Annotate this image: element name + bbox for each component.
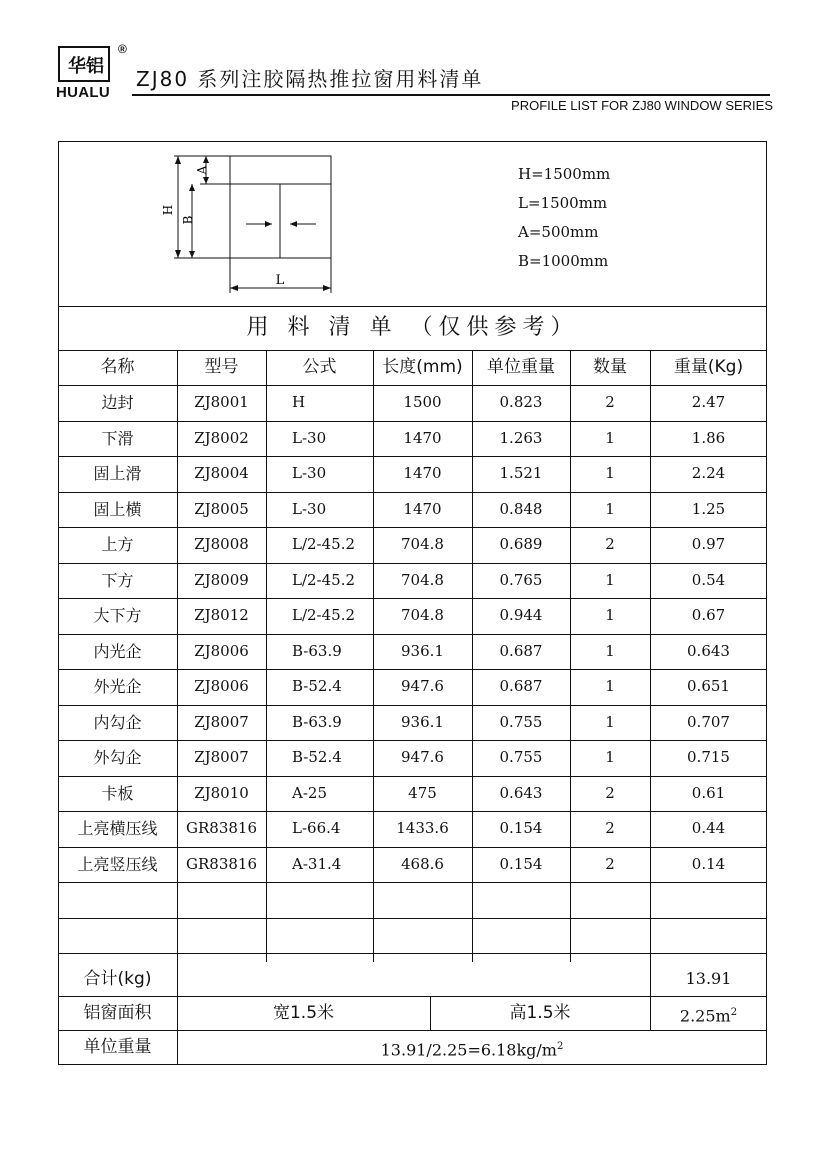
table-cell: ZJ8006	[194, 641, 249, 660]
table-cell: 1	[605, 748, 615, 766]
table-cell: 0.848	[499, 499, 543, 518]
table-cell: 0.67	[691, 606, 726, 624]
table-cell: 2.24	[691, 464, 726, 482]
dimension-l: L=1500mm	[518, 194, 608, 212]
table-cell: 1	[605, 712, 615, 731]
document-subtitle: PROFILE LIST FOR ZJ80 WINDOW SERIES	[511, 98, 773, 113]
table-cell: 0.823	[499, 393, 543, 411]
table-cell: 0.755	[499, 712, 543, 731]
table-cell: 1	[605, 641, 615, 660]
dimension-b: B=1000mm	[518, 252, 609, 270]
table-cell: 0.765	[499, 570, 543, 589]
table-cell: 内光企	[93, 641, 142, 661]
table-cell: 大下方	[93, 606, 142, 625]
table-cell: H	[292, 393, 306, 411]
table-cell: ZJ8005	[194, 499, 249, 518]
unit-weight-label: 单位重量	[83, 1037, 152, 1057]
area-value-sup: 2	[730, 1007, 738, 1018]
table-cell: 外光企	[93, 677, 142, 696]
area-value	[650, 996, 767, 1033]
table-cell: 1	[605, 499, 615, 518]
table-cell: 下方	[101, 570, 134, 590]
table-cell: 上方	[101, 535, 134, 554]
table-cell: B-63.9	[292, 641, 342, 660]
area-width: 宽1.5米	[272, 1003, 335, 1023]
table-cell: 1.263	[499, 428, 543, 447]
column-header: 数量	[593, 357, 627, 377]
table-cell: 0.651	[687, 677, 730, 695]
table-cell: 1470	[403, 428, 442, 447]
table-cell: 0.687	[499, 641, 543, 660]
table-cell: ZJ8012	[194, 606, 249, 624]
table-cell: ZJ8002	[194, 428, 249, 447]
table-cell: L-30	[292, 428, 327, 447]
table-cell: 704.8	[401, 606, 444, 624]
table-cell: L-30	[292, 464, 327, 482]
table-cell: 1433.6	[396, 819, 449, 837]
table-cell: 0.61	[691, 783, 726, 802]
label-a: A	[195, 165, 209, 175]
table-cell: GR83816	[186, 854, 257, 873]
table-cell: 0.707	[687, 712, 730, 731]
table-cell: 上亮竖压线	[77, 854, 158, 874]
table-cell: 947.6	[401, 677, 444, 695]
grid-hline	[58, 953, 767, 954]
table-cell: 0.689	[499, 535, 543, 553]
grid-hline	[58, 918, 767, 919]
table-cell: 1470	[403, 499, 442, 518]
table-cell: 1	[605, 606, 615, 624]
window-diagram	[150, 148, 350, 298]
table-cell: 0.715	[687, 748, 730, 766]
table-cell: 2	[605, 393, 615, 411]
table-cell: 0.97	[691, 535, 726, 553]
table-cell: ZJ8001	[194, 393, 249, 411]
area-label: 铝窗面积	[83, 1003, 152, 1023]
table-cell: ZJ8009	[194, 570, 249, 589]
table-cell: 947.6	[401, 748, 444, 766]
header-rule	[132, 94, 770, 96]
table-cell: 0.44	[691, 819, 726, 837]
table-cell: 2	[605, 783, 615, 802]
table-cell: 1	[605, 570, 615, 589]
logo-chinese-text: 华铝	[68, 56, 104, 77]
table-cell: 固上横	[93, 499, 142, 519]
column-header: 单位重量	[487, 357, 555, 377]
column-header: 名称	[100, 357, 135, 377]
area-height: 高1.5米	[509, 1003, 571, 1023]
table-cell: 2.47	[691, 393, 726, 411]
table-cell: 936.1	[401, 641, 444, 660]
table-cell: 0.154	[499, 854, 543, 873]
table-cell: ZJ8010	[194, 783, 249, 802]
label-l: L	[275, 273, 285, 288]
column-header: 长度(mm)	[382, 357, 463, 377]
logo-english-text: HUALU	[56, 84, 110, 101]
table-cell: B-63.9	[292, 712, 342, 731]
logo-box	[58, 46, 110, 82]
table-cell: 2	[605, 854, 615, 873]
table-cell: ZJ8007	[194, 748, 249, 766]
table-cell: A-31.4	[292, 854, 342, 873]
column-header: 重量(Kg)	[673, 357, 744, 377]
table-cell: 内勾企	[93, 712, 142, 732]
table-cell: L-66.4	[292, 819, 341, 837]
unit-weight-sup: 2	[556, 1041, 564, 1052]
table-cell: 外勾企	[93, 748, 142, 767]
table-cell: 0.54	[691, 570, 726, 589]
hualu-logo	[56, 42, 127, 102]
table-cell: 468.6	[401, 854, 444, 873]
dimension-h: H=1500mm	[518, 165, 611, 183]
table-cell: L/2-45.2	[292, 606, 356, 624]
table-cell: 1	[605, 428, 615, 447]
total-label: 合计(kg)	[83, 969, 152, 989]
table-cell: 0.687	[499, 677, 543, 695]
table-cell: 0.154	[499, 819, 543, 837]
table-cell: 下滑	[101, 428, 134, 448]
document-title: ZJ80 系列注胶隔热推拉窗用料清单	[136, 67, 484, 91]
table-cell: 0.643	[499, 783, 543, 802]
table-cell: GR83816	[186, 819, 257, 837]
table-cell: 1	[605, 464, 615, 482]
table-cell: 704.8	[401, 535, 444, 553]
table-cell: 475	[408, 783, 437, 802]
table-cell: 固上滑	[93, 464, 142, 483]
table-cell: 上亮横压线	[77, 819, 158, 838]
table-cell: 1500	[403, 393, 442, 411]
label-b: B	[181, 215, 195, 225]
table-cell: 0.755	[499, 748, 543, 766]
table-cell: 卡板	[101, 783, 134, 803]
table-cell: 2	[605, 819, 615, 837]
table-cell: 0.944	[499, 606, 543, 624]
table-cell: L/2-45.2	[292, 535, 356, 553]
area-value-text: 2.25m	[679, 1006, 731, 1026]
table-cell: 0.14	[691, 854, 726, 873]
table-cell: ZJ8007	[194, 712, 249, 731]
table-cell: 边封	[101, 393, 134, 412]
table-cell: L/2-45.2	[292, 570, 356, 589]
table-cell: 1470	[403, 464, 442, 482]
grid-hline	[58, 882, 767, 883]
table-cell: L-30	[292, 499, 327, 518]
unit-weight-text: 13.91/2.25=6.18kg/m	[380, 1040, 557, 1060]
table-cell: 1.86	[691, 428, 726, 447]
table-cell: 0.643	[687, 641, 730, 660]
table-cell: ZJ8008	[194, 535, 249, 553]
table-cell: ZJ8004	[194, 464, 249, 482]
dimension-a: A=500mm	[518, 223, 599, 241]
table-cell: A-25	[292, 783, 327, 802]
table-cell: B-52.4	[292, 677, 342, 695]
label-h: H	[161, 204, 175, 216]
table-cell: 936.1	[401, 712, 444, 731]
table-cell: 704.8	[401, 570, 444, 589]
column-header: 型号	[204, 357, 239, 377]
registered-mark: ®	[118, 42, 127, 56]
table-cell: B-52.4	[292, 748, 342, 766]
table-cell: 1.25	[691, 499, 726, 518]
total-value: 13.91	[685, 969, 732, 988]
table-cell: 1.521	[499, 464, 543, 482]
list-title: 用 料 清 单 （仅供参考）	[246, 315, 579, 340]
table-cell: 2	[605, 535, 615, 553]
unit-weight-value	[177, 1030, 767, 1067]
table-cell: 1	[605, 677, 615, 695]
table-cell: ZJ8006	[194, 677, 249, 695]
column-header: 公式	[302, 357, 337, 377]
dimension-list	[518, 160, 610, 276]
